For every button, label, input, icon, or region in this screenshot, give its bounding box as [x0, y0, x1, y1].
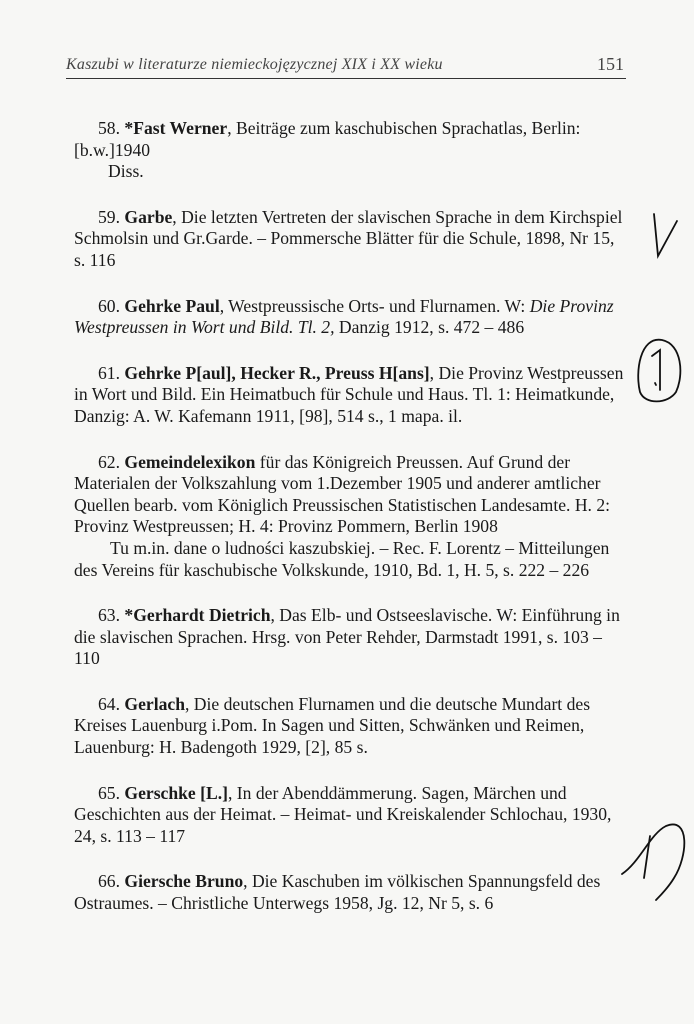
circled-one-stroke [652, 350, 660, 390]
entry-body: für das Königreich Preussen. Auf Grund der Materialen der Volkszahlung vom 1.Dezember 1905 und anderer amtlicher Quellen bearb. vom Königlich Preussischen Statistischen Landesamte. H. 2: Provinz Westpreussen; H. 4: Provinz Pommern, Berlin 1908 [74, 451, 611, 537]
page-number: 151 [597, 54, 624, 74]
entry-60 [74, 296, 630, 339]
entry-62 [74, 452, 630, 582]
entry-text [74, 694, 630, 759]
entry-body: , Das Elb- und Ostseeslavische. W: Einführung in die slavischen Sprachen. Hrsg. von Peter Rehder, Darmstadt 1991, s. 103 – 110 [74, 605, 620, 669]
checkmark-annotation [654, 214, 677, 256]
entry-author: Garbe [124, 206, 173, 227]
entry-number: 59. [98, 206, 120, 227]
entry-body: , Die Provinz Westpreussen in Wort und Bild. Ein Heimatbuch für Schule und Haus. Tl. 1: Heimatkunde, Danzig: A. W. Kafemann 1911, [98], 514 s., 1 mapa. il. [74, 362, 624, 426]
entry-number: 66. [98, 871, 120, 892]
entry-body: , Beiträge zum kaschubischen Sprachatlas, Berlin: [b.w.]1940 [74, 118, 581, 160]
entry-author: Gerlach [124, 693, 185, 714]
entry-body: , Die Kaschuben im völkischen Spannungsfeld des Ostraumes. – Christliche Unterwegs 1958, Jg. 12, Nr 5, s. 6 [74, 871, 601, 914]
entry-text [74, 118, 630, 161]
entry-note: Diss. [108, 161, 144, 182]
circled-one-annotation [638, 340, 680, 402]
entry-author: *Fast Werner [124, 118, 228, 138]
entry-63 [74, 605, 630, 670]
bibliography-list [74, 118, 630, 939]
entry-body: , Westpreussische Orts- und Flurnamen. W: [219, 295, 530, 316]
entry-64 [74, 694, 630, 759]
entry-text [74, 452, 630, 538]
entry-text [74, 871, 630, 914]
entry-text [74, 605, 630, 670]
entry-number: 63. [98, 605, 120, 626]
entry-text [74, 783, 630, 848]
entry-number: 65. [98, 782, 120, 803]
entry-number: 58. [98, 118, 120, 138]
entry-58 [74, 118, 630, 183]
running-header [66, 56, 626, 79]
entry-note: Tu m.in. dane o ludności kaszubskiej. – Rec. F. Lorentz – Mitteilungen des Vereins für kaschubische Volkskunde, 1910, Bd. 1, H. 5, s. 222 – 226 [74, 537, 610, 580]
entry-body: , Die letzten Vertreten der slavischen Sprache in dem Kirchspiel Schmolsin und Gr.Garde. – Pommersche Blätter für die Schule, 1898, Nr 15, s. 116 [74, 206, 623, 270]
entry-61 [74, 363, 630, 428]
entry-66 [74, 871, 630, 914]
entry-number: 61. [98, 362, 120, 383]
entry-author: Gerschke [L.] [124, 782, 228, 803]
entry-number: 62. [98, 451, 120, 472]
entry-author: Gehrke P[aul], Hecker R., Preuss H[ans] [124, 362, 430, 383]
circled-one-dot [655, 383, 656, 385]
entry-italic-title: Die Provinz Westpreussen in Wort und Bild. Tl. 2, [74, 295, 614, 338]
entry-59 [74, 207, 630, 272]
entry-text [74, 363, 630, 428]
entry-body-tail: Danzig 1912, s. 472 – 486 [334, 317, 525, 338]
entry-author: Gehrke Paul [124, 295, 220, 316]
entry-number: 64. [98, 693, 120, 714]
entry-number: 60. [98, 295, 120, 316]
entry-author: Giersche Bruno [124, 871, 244, 892]
bracket-annotation-stroke [644, 836, 650, 878]
entry-body: , In der Abenddämmerung. Sagen, Märchen und Geschichten aus der Heimat. – Heimat- und Kreiskalender Schlochau, 1930, 24, s. 113 – 117 [74, 782, 612, 846]
entry-text [74, 296, 630, 339]
entry-body: , Die deutschen Flurnamen und die deutsche Mundart des Kreises Lauenburg i.Pom. In Sagen und Sitten, Schwänken und Reimen, Lauenburg: H. Badengoth 1929, [2], 85 s. [74, 693, 591, 758]
entry-author: Gemeindelexikon [124, 451, 256, 472]
bracket-annotation [622, 824, 684, 900]
running-title: Kaszubi w literaturze niemieckojęzycznej XIX i XX wieku [66, 56, 443, 73]
entry-65 [74, 783, 630, 848]
entry-text [74, 207, 630, 272]
entry-author: *Gerhardt Dietrich [124, 605, 271, 626]
